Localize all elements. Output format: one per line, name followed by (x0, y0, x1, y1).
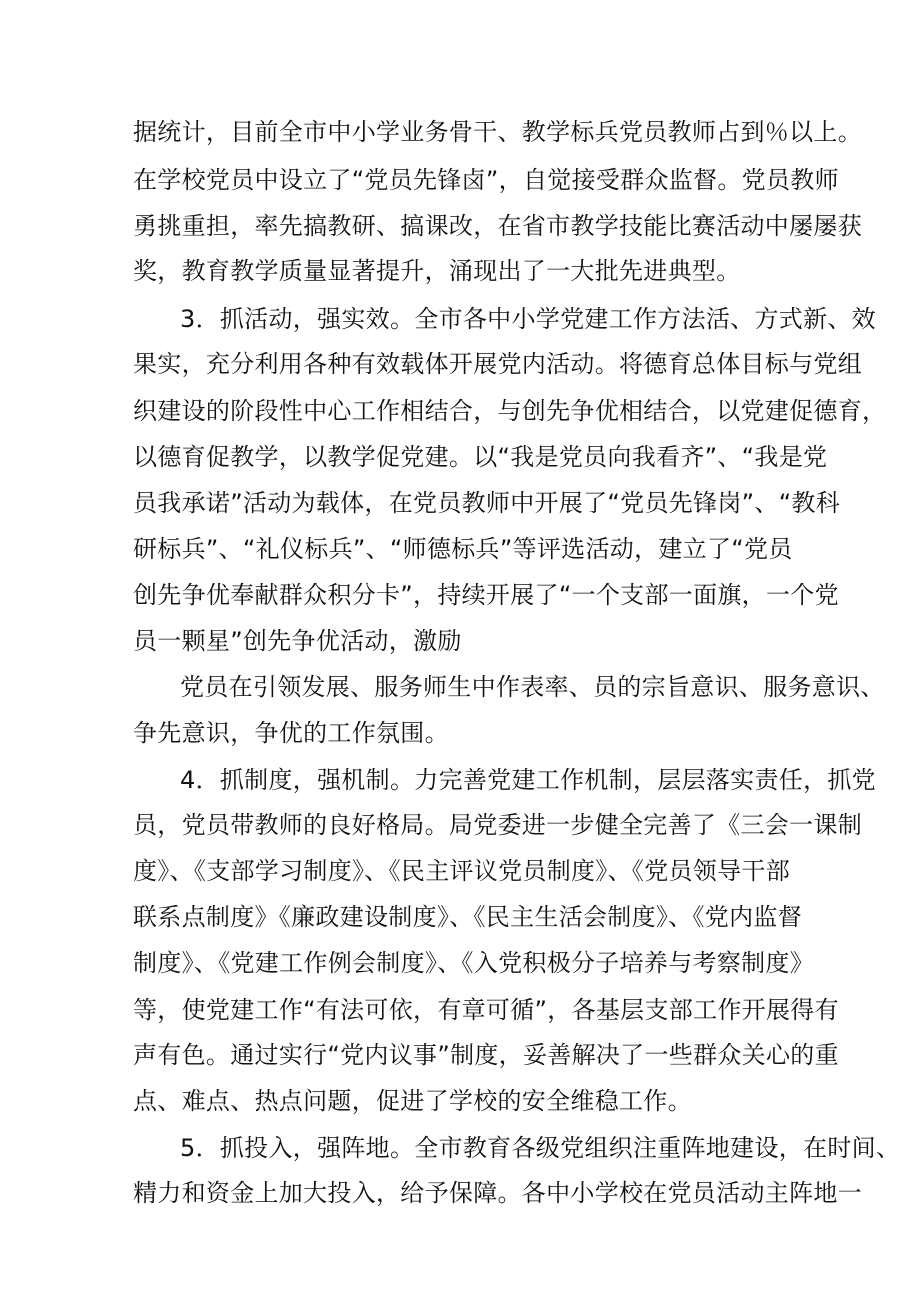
text-line-4: 奖，教育教学质量显著提升，涌现出了一大批先进典型。 (133, 257, 741, 285)
text-line-8: 以德育促教学，以教学促党建。以“我是党员向我看齐”、“我是党 (133, 443, 828, 471)
text-line-13: 党员在引领发展、服务师生中作表率、员的宗旨意识、服务意识、 (180, 673, 885, 701)
text-line-18: 联系点制度》《廉政建设制度》、《民主生活会制度》、《党内监督 (133, 903, 802, 931)
text-line-12: 员一颗星”创先争优活动，激励 (133, 627, 462, 655)
text-line-23: 5．抓投入，强阵地。全市教育各级党组织注重阵地建设，在时间、 (180, 1134, 901, 1162)
text-line-6: 果实，充分利用各种有效载体开展党内活动。将德育总体目标与党组 (133, 350, 862, 378)
text-line-3: 勇挑重担，率先搞教研、搞课改，在省市教学技能比赛活动中屡屡获 (133, 212, 862, 240)
text-line-15: 4．抓制度，强机制。力完善党建工作机制，层层落实责任，抓党 (180, 766, 876, 794)
text-line-14: 争先意识，争优的工作氛围。 (133, 719, 449, 747)
text-line-19: 制度》、《党建工作例会制度》、《入党积极分子培养与考察制度》 (133, 949, 814, 977)
text-line-21: 声有色。通过实行“党内议事”制度，妥善解决了一些群众关心的重 (133, 1041, 839, 1069)
text-line-11: 创先争优奉献群众积分卡”，持续开展了“一个支部一面旗，一个党 (133, 581, 839, 609)
text-line-10: 研标兵”、“礼仪标兵”、“师德标兵”等评选活动，建立了“党员 (133, 535, 793, 563)
text-line-1: 据统计，目前全市中小学业务骨干、教学标兵党员教师占到％以上。 (133, 118, 862, 146)
text-line-24: 精力和资金上加大投入，给予保障。各中小学校在党员活动主阵地一 (133, 1179, 862, 1207)
text-line-2: 在学校党员中设立了“党员先锋卤”，自觉接受群众监督。党员教师 (133, 166, 839, 194)
text-line-20: 等，使党建工作“有法可依，有章可循”，各基层支部工作开展得有 (133, 996, 839, 1024)
text-line-7: 织建设的阶段性中心工作相结合，与创先争优相结合，以党建促德育， (133, 397, 887, 425)
text-line-17: 度》、《支部学习制度》、《民主评议党员制度》、《党员领导干部 (133, 857, 790, 885)
text-line-16: 员，党员带教师的良好格局。局党委进一步健全完善了《三会一课制 (133, 811, 862, 839)
text-line-22: 点、难点、热点问题，促进了学校的安全维稳工作。 (133, 1087, 692, 1115)
text-line-5: 3．抓活动，强实效。全市各中小学党建工作方法活、方式新、效 (180, 305, 876, 333)
text-line-9: 员我承诺”活动为载体，在党员教师中开展了“党员先锋岗”、“教科 (133, 489, 841, 517)
